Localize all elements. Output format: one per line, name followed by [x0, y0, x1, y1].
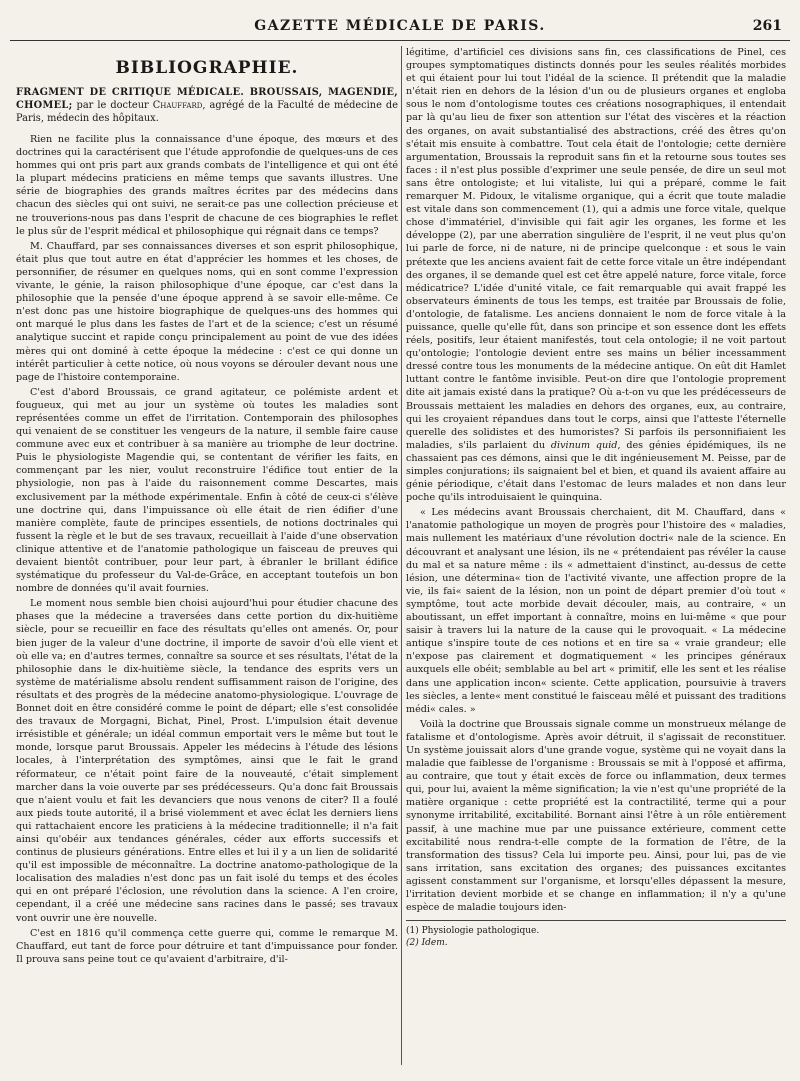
footnote-rule — [406, 920, 786, 921]
paragraph: C'est d'abord Broussais, ce grand agitateur, ce polémiste ardent et fougueux, qui met au jour un système où toutes les maladies sont représentées comme un effet de l'irritation. Contemporain des philosophes qui venaient de se constituer les vengeurs de la nature, il semble faire cause commune avec eux et contribuer à sa manière au triomphe de leur doctrine. Puis le physiologiste Magendie qui, se contentant de vérifier les faits, en commençant par les nier, voulut reconstruire l'édifice tout entier de la physiologie, non pas à l'aide du raisonnement comme Descartes, mais exclusivement par la méthode expérimentale. Enfin à côté de ceux-ci s'élève une doctrine qui, dans l'impuissance où elle était de rien édifier d'une manière complète, faute de principes essentiels, de notions doctrinales qui fussent la règle et le but de ses travaux, recueillait à l'aide d'une observation clinique attentive et de l'anatomie pathologique un faisceau de preuves qui devaient bientôt contribuer, pour leur part, à ébranler le brillant édifice systématique du professeur du Val-de-Grâce, en acceptant toutefois un bon nombre de données qu'il avait fournies. — [16, 386, 398, 595]
paragraph-text: , des génies épidémiques, ils ne chassaient pas ces démons, ainsi que le dit ingénieusement M. Peisse, par de simples conjurations; ils saignaient bel et bien, et quand ils avaient affaire au génie périodique, c'était dans l'estomac de leurs malades et non dans leur poche qu'ils introduisaient le quinquina. — [406, 439, 786, 504]
block-quote — [406, 506, 786, 716]
article-author: Chauffard — [152, 100, 203, 111]
paragraph: C'est en 1816 qu'il commença cette guerre qui, comme le remarque M. Chauffard, eut tant de force pour détruire et tant d'impuissance pour fonder. Il prouva sans peine tout ce qu'avaient d'arbitraire, d'il- — [16, 927, 398, 965]
article-byline-end: , agrégé de la Faculté de médecine de Paris, médecin des hôpitaux. — [16, 100, 398, 124]
page-number: 261 — [752, 18, 782, 34]
paragraph-text: légitime, d'artificiel ces divisions sans fin, ces classifications de Pinel, ces groupes symptomatiques distincts donnés pour les seules réalités morbides et qui étaient pour lui tout l'idéal de la science. Il prétendit que la maladie n'était rien en dehors de la lésion d'un ou de plusieurs organes et engloba sous le nom d'ontologisme toutes ces créations nosographiques, il entendait par là qu'au lieu de fixer son attention sur l'état des viscères et la réaction des organes, on avait substantialisé des abstractions, créé des êtres qu'on s'était mis ensuite à combattre. Tout cela était de l'ontologie; cette dernière argumentation, Broussais la reproduit sans fin et la retourne sous toutes ses faces : il n'est plus possible d'exprimer une seule pensée, de dire un seul mot sans être ontologiste; et lui vitaliste, lui qui a préparé, comme le fait remarquer M. Pidoux, le vitalisme organique, qui a écrit que toute maladie est vitale dans son commencement (1), qui a admis une force vitale, quelque chose d'immatériel, d'invisible qui fait agir les organes, les forme et les développe (2), par une aberration singulière de l'esprit, il ne veut plus qu'on lui parle de force, ni de nature, ni de principe quelconque : et sous le vain prétexte que les anciens avaient fait de cette force vitale un être indépendant des organes, il se demande quel est cet être appelé nature, force vitale, force médicatrice? L'idée d'unité vitale, ce fait remarquable qui avait frappé les observateurs éminents de tous les temps, est traitée par Broussais de folie, d'ontologie, de fatalisme. Les anciens donnaient le nom de force vitale à la puissance, quelle qu'elle fût, dans son principe et son essence dont les effets réels, positifs, leur étaient manifestés, tout cela ontologie; il ne voit partout qu'ontologie; l'ontologie devient entre ses mains un bélier incessamment dressé contre tous les monuments de la médecine antique. On eût dit Hamlet luttant contre le fantôme invisible. Peut-on dire que l'ontologie proprement dite ait jamais existé dans la pratique? Où a-t-on vu que les prédécesseurs de Broussais mettaient les maladies en dehors des organes, eux, au contraire, qui les croyaient répandues dans tout le corps, ainsi que l'atteste l'éternelle querelle des solidistes et des humoristes? Si parfois ils personnifiaient les maladies, s'ils parlaient du — [406, 47, 786, 451]
section-title: BIBLIOGRAPHIE. — [115, 58, 299, 78]
column-divider — [401, 46, 402, 1065]
running-header — [0, 16, 800, 42]
article-heading-title: FRAGMENT DE CRITIQUE MÉDICALE. BROUSSAIS, MAGENDIE, CHOMEL; — [16, 87, 398, 111]
footnote-text: (2) Idem. — [406, 938, 448, 949]
paragraph: Le moment nous semble bien choisi aujourd'hui pour étudier chacune des phases que la médecine a traversées dans cette portion du dix-huitième siècle, pour se recueillir en face des résultats qu'elles ont amenés. Or, pour bien juger de la valeur d'une doctrine, il importe de savoir d'où elle vient et où elle va; en d'autres termes, connaître sa source et ses résultats, l'état de la philosophie dans le dix-huitième siècle, la tendance des esprits vers un système de matérialisme absolu rendent suffisamment raison de l'origine, des résultats et des progrès de la médecine anatomo-physiologique. L'ouvrage de Bonnet doit en être considéré comme le point de départ; elle s'est consolidée des travaux de Morgagni, Bichat, Pinel, Prost. L'impulsion était devenue irrésistible et générale; un idéal commun emportait vers le même but tout le monde, lorsque parut Broussais. Appeler les médecins à l'étude des lésions locales, à l'interprétation des symptômes, ainsi que le fait le grand réformateur, ce n'était point faire de la nouveauté, c'était simplement marcher dans la voie ouverte par ses prédécesseurs. Qu'a donc fait Broussais que n'aient voulu et fait les devanciers que nous venons de citer? Il a foulé aux pieds toute autorité, il a brisé violemment et avec éclat les derniers liens qui rattachaient encore les praticiens à la médecine traditionnelle; il n'a fait ainsi qu'obéir aux tendances générales, céder aux efforts successifs et continus de plusieurs générations. Entre elles et lui il y a un lien de solidarité qu'il est impossible de méconnaître. La doctrine anatomo-pathologique de la localisation des maladies n'est donc pas un fait isolé du temps et des écoles qui en ont préparé l'éclosion, une révolution dans la science. A l'en croire, cependant, il a créé une médecine sans racines dans le passé; ses travaux vont ouvrir une ère nouvelle. — [16, 598, 398, 924]
article-byline-start: par le docteur — [76, 100, 149, 111]
latin-phrase: divinum quid — [545, 439, 618, 451]
left-column — [16, 46, 398, 1069]
footnote: (1) Physiologie pathologique. — [406, 926, 540, 937]
footnotes — [406, 925, 786, 949]
header-rule — [10, 40, 790, 41]
article-heading — [16, 86, 398, 125]
right-column — [406, 46, 786, 1069]
paragraph: M. Chauffard, par ses connaissances diverses et son esprit philosophique, était plus que tout autre en état d'apprécier les hommes et les choses, de personnifier, de résumer en quelques noms, qui en sont comme l'expression vivante, le génie, la raison philosophique d'une époque, car c'est dans la philosophie que la pensée d'une époque apprend à se savoir elle-même. Ce n'est donc pas une histoire biographique de quelques-uns des hommes qui ont marqué le plus dans les fastes de l'art et de la science; c'est un résumé analytique succint et rapide conçu principalement au point de vue des idées mères qui ont dominé à cette époque la médecine : c'est ce qui donne un intérêt particulier à cette notice, où nous voyons se dérouler devant nous une page de l'histoire contemporaine. — [16, 240, 398, 383]
paragraph — [406, 46, 786, 504]
journal-title: GAZETTE MÉDICALE DE PARIS. — [254, 18, 546, 34]
paragraph: Voilà la doctrine que Broussais signale comme un monstrueux mélange de fatalisme et d'ontologisme. Après avoir détruit, il s'agissait de reconstituer. Un système jouissait alors d'une grande vogue, système qui ne voyait dans la maladie que faiblesse de l'organisme : Broussais se mit à l'opposé et affirma, au contraire, que tout y était excès de force ou inflammation, deux termes qui, pour lui, avaient la même signification; la vie n'est qu'une propriété de la matière organique : cette propriété est la contractilité, terme qui a pour synonyme irritabilité, excitabilité. Bornant ainsi l'être à un rôle entièrement passif, à une machine mue par une puissance extérieure, comment cette excitabilité nous rendra-t-elle compte de la formation de l'être, de la transformation des tissus? Cela lui importe peu. Ainsi, pour lui, pas de vie sans irritation, sans excitation des organes; des puissances excitantes agissent constamment sur l'organisme, et lorsqu'elles dépassent la mesure, l'irritation devient morbide et se change en inflammation; il n'y a qu'une espèce de maladie toujours iden- — [406, 718, 786, 914]
paragraph: Rien ne facilite plus la connaissance d'une époque, des mœurs et des doctrines qui la caractérisent que l'étude approfondie de quelques-uns de ces hommes qui ont pris part aux grands combats de l'intelligence et qui ont été la plupart médecins praticiens en même temps que savants illustres. Une série de biographies des grands maîtres écrites par des médecins dans chacun des siècles qui ont suivi, ne serait-ce pas une collection précieuse et ne trouverions-nous pas dans l'esprit de chacune de ces biographies le reflet le plus sûr de l'esprit médical et philosophique qui régnait dans ce temps? — [16, 134, 398, 237]
footnote — [406, 937, 786, 949]
quote-paragraph: « Les médecins avant Broussais cherchaient, dit M. Chauffard, dans « l'anatomie pathologique un moyen de progrès pour l'histoire des « maladies, mais nullement les matériaux d'une révolution doctri« nale de la science. En découvrant et analysant une lésion, ils ne « prétendaient pas révéler la cause du mal et sa nature même : ils « admettaient d'instinct, au-dessus de cette lésion, une détermina« tion de l'activité vivante, une affection propre de la vie, ils fai« saient de la lésion, non un point de départ premier d'où tout « symptôme, tout acte morbide devait découler, mais, au contraire, « un aboutissant, un effet important à connaître, moins en lui-même « que pour saisir à travers lui la nature de la cause qui le provoquait. « La médecine antique s'inspire toute de ces notions et en tire sa « vraie grandeur; elle n'expose pas clairement et dogmatiquement « les principes généraux auxquels elle obéit; semblable au bel art « primitif, elle les sent et les réalise dans une application incon« sciente. Cette application, poursuivie à travers les siècles, a lente« ment constitué le faisceau mêlé et puissant des traditions médi« cales. » — [406, 507, 786, 715]
